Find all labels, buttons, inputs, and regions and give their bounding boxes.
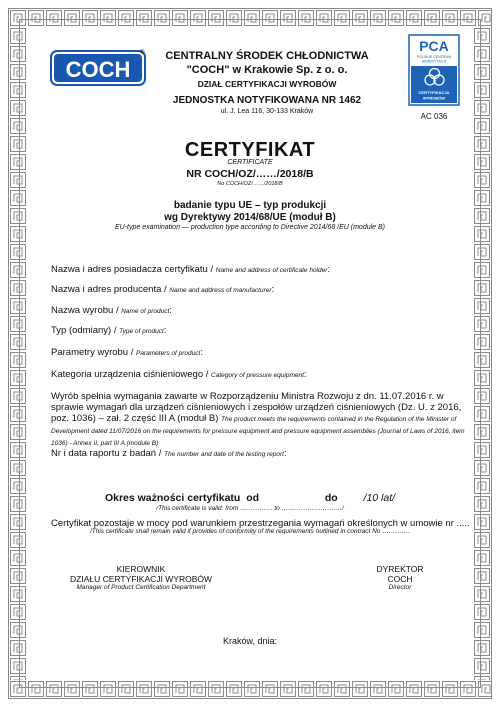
field-label-en: Category of pressure equipment (211, 372, 304, 379)
field-label-en: Name of product (121, 308, 170, 315)
field-label-en: Parameters of product (136, 350, 201, 357)
coch-logo (50, 50, 146, 86)
field-label: Typ (odmiany) (51, 325, 112, 336)
field-label: Nazwa i adres posiadacza certyfikatu (51, 264, 208, 275)
signature-left-title: KIEROWNIK (116, 564, 166, 574)
compliance-pl: Wyrób spełnia wymagania zawarte w Rozporządzeniu Ministra Rozwoju z dn. 11.07.2016 r. w sprawie wymagań dla urządzeń ciśnieniowych i zespołów urządzeń ciśnieniowych (Dz. U. z 2016, poz. 1036) – zał. 2 część III A (moduł B) (51, 391, 462, 424)
pca-sub-2: AKREDYTACJI (421, 59, 447, 64)
field-product-name: Nazwa wyrobu / Name of product: (51, 305, 172, 316)
signature-right-en: Director (388, 584, 412, 591)
field-test-report: Nr i data raportu z badań / The number and date of the testing report: (51, 448, 287, 459)
validity-to: do (324, 492, 338, 504)
field-label: Parametry wyrobu (51, 347, 129, 358)
place-and-date: Kraków, dnia: (222, 636, 278, 646)
pca-text: PCA (419, 38, 449, 54)
field-category: Kategoria urządzenia ciśnieniowego / Category of pressure equipment: (51, 369, 307, 380)
org-name-line2: "COCH" w Krakowie Sp. z o. o. (186, 64, 348, 76)
field-label-en: Name and address of manufacturer (169, 287, 272, 294)
field-label: Nazwa wyrobu (51, 305, 114, 316)
field-label-en: The number and date of the testing report (164, 451, 284, 458)
field-label: Nazwa i adres producenta (51, 284, 162, 295)
org-name-line1: CENTRALNY ŚRODEK CHŁODNICTWA (165, 50, 369, 62)
signature-left-department: DZIAŁU CERTYFIKACJI WYROBÓW (70, 574, 212, 584)
directive: wg Dyrektywy 2014/68/UE (moduł B) (164, 212, 336, 223)
registered-mark: ® (140, 50, 145, 56)
pca-sub-4: WYROBÓW (422, 95, 446, 101)
validity-condition: Certyfikat pozostaje w mocy pod warunkiem przestrzegania wymagań określonych w umowie nr ..... (51, 518, 470, 529)
compliance-en: The product meets the requirements contained in the Regulation of the Minister of Development dated 11/07/2016 on the requirements for pressure equipment and pressure equipment assemblies (Journal of Laws of 2016, item 1036) - Annex II, part III A (module B) (51, 416, 465, 447)
validity-period (0, 492, 500, 504)
field-holder: Nazwa i adres posiadacza certyfikatu / Name and address of certificate holder: (51, 264, 331, 275)
pca-sub-1: POLSKIE CENTRUM (416, 55, 452, 59)
field-type: Typ (odmiany) / Type of product: (51, 325, 167, 336)
examination-type: badanie typu UE – typ produkcji (173, 200, 327, 211)
validity-years: /10 lat/ (363, 492, 396, 504)
accreditation-number: AC 036 (420, 112, 448, 121)
signature-right-org: COCH (387, 574, 413, 584)
logo-text: COCH (65, 57, 131, 82)
org-address: ul. J. Lea 116, 30-133 Kraków (220, 108, 314, 115)
field-label-en: Name and address of certificate holder (215, 267, 328, 274)
examination-type-en: EU-type examination — production type according to Directive 2014/68 /EU (module B) (114, 224, 386, 231)
certificate-title-en: CERTIFICATE (227, 159, 273, 166)
compliance-statement (51, 391, 471, 449)
validity-from: od (246, 492, 260, 504)
signature-right-title: DYREKTOR (376, 564, 424, 574)
org-department: DZIAŁ CERTYFIKACJI WYROBÓW (197, 79, 337, 89)
field-manufacturer: Nazwa i adres producenta / Name and address of manufacturer: (51, 284, 275, 295)
validity-en: /This certificate is valid: from …………… to ………………………./ (156, 505, 344, 512)
certificate-title: CERTYFIKAT (184, 139, 316, 161)
field-parameters: Parametry wyrobu / Parameters of product: (51, 347, 203, 358)
notified-body: JEDNOSTKA NOTYFIKOWANA NR 1462 (172, 95, 362, 106)
field-label-en: Type of product (119, 328, 164, 335)
certificate-number-en: No COCH/OZ/……/2018/B (217, 181, 283, 187)
field-label: Nr i data raportu z badań (51, 448, 157, 459)
signature-left-en: Manager of Product Certification Department (76, 584, 206, 591)
certificate-number: NR COCH/OZ/……/2018/B (186, 168, 314, 180)
field-label: Kategoria urządzenia ciśnieniowego (51, 369, 204, 380)
pca-sub-3: CERTYFIKACJA (418, 90, 450, 95)
validity-label: Okres ważności certyfikatu (104, 492, 241, 504)
pca-accreditation-logo (408, 34, 460, 106)
validity-condition-en: /This certificate shall remain valid if provides of conformity of the requirements outlined in contract No …………. (89, 528, 411, 535)
